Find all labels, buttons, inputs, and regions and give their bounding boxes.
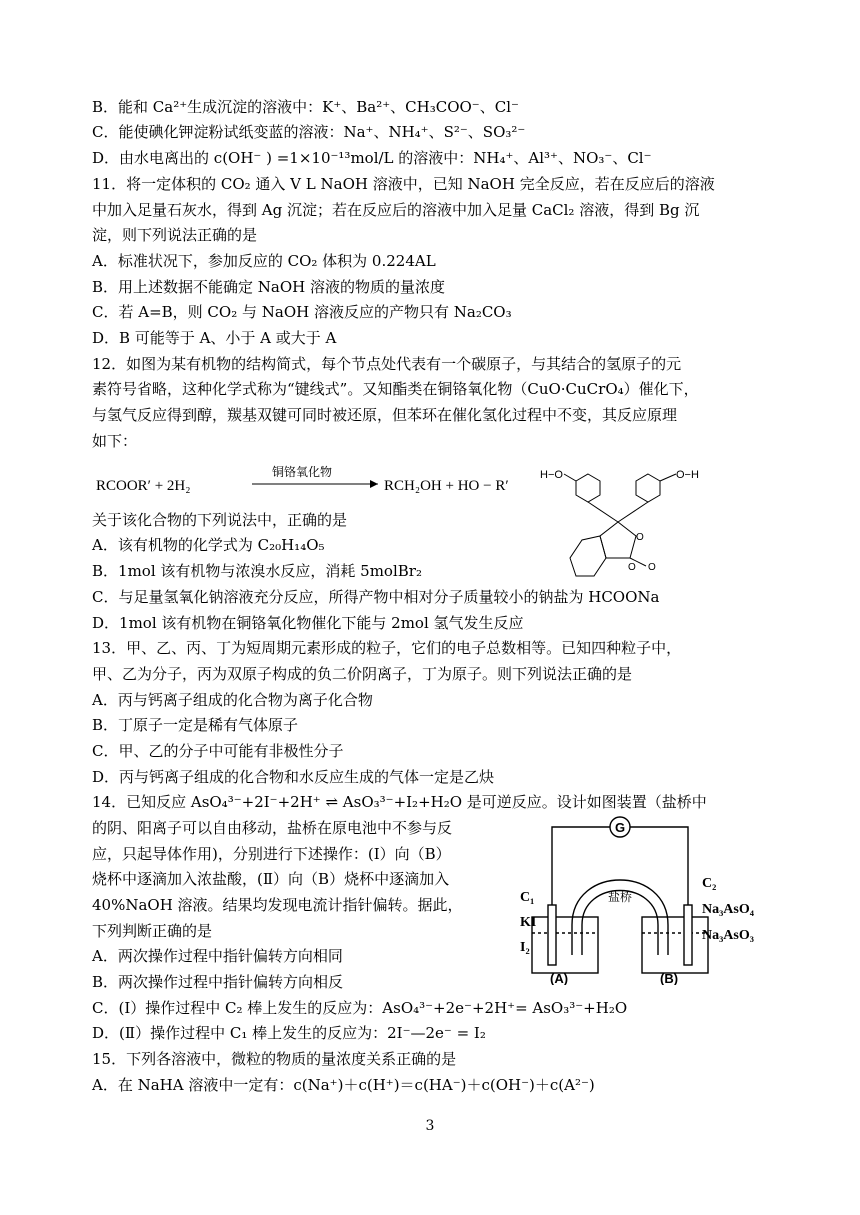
text-line-3: D．由水电离出的 c(OH⁻ ) =1×10⁻¹³mol/L 的溶液中：NH₄⁺、Al³⁺、NO₃⁻、Cl⁻ — [92, 149, 652, 167]
left-label-c1: C₁ — [520, 890, 535, 905]
text-line-20: 13．甲、乙、丙、丁为短周期元素形成的粒子，它们的电子总数相等。已知四种粒子中， — [92, 639, 682, 657]
text-line-31: 下列判断正确的是 — [92, 922, 213, 940]
text-line-28: 应，只起导体作用)，分别进行下述操作：(Ⅰ）向（B） — [92, 845, 451, 863]
left-ring-bond — [588, 502, 618, 522]
left-wire — [552, 827, 610, 925]
right-label-c2: C₂ — [702, 876, 717, 891]
molecule-structure — [536, 462, 746, 602]
text-line-27: 的阴、阳离子可以自由移动，盐桥在原电池中不参与反 — [92, 819, 453, 837]
text-line-9: C．若 A=B，则 CO₂ 与 NaOH 溶液反应的产物只有 Na₂CO₃ — [92, 303, 512, 321]
text-line-32: A．两次操作过程中指针偏转方向相同 — [92, 947, 343, 965]
text-line-24: C．甲、乙的分子中可能有非极性分子 — [92, 742, 344, 760]
text-line-13: 与氢气反应得到醇，羰基双键可同时被还原，但苯环在催化氢化过程中不变，其反应原理 — [92, 406, 678, 424]
text-line-18: C．与足量氢氧化钠溶液充分反应，所得产物中相对分子质量较小的钠盐为 HCOONa — [92, 588, 660, 606]
benzo-ring — [570, 536, 606, 576]
text-line-5: 中加入足量石灰水，得到 Ag 沉淀；若在反应后的溶液中加入足量 CaCl₂ 溶液，得到 Bg 沉 — [92, 201, 700, 219]
text-line-33: B．两次操作过程中指针偏转方向相反 — [92, 973, 344, 991]
right-wire — [630, 827, 688, 925]
left-oh-bond — [564, 474, 576, 481]
text-line-37: A．在 NaHA 溶液中一定有：c(Na⁺)＋c(H⁺)＝c(HA⁻)＋c(OH⁻)＋c(A²⁻) — [92, 1076, 595, 1094]
page-number: 3 — [425, 1118, 435, 1134]
text-line-35: D．(Ⅱ）操作过程中 C₁ 棒上发生的反应为：2I⁻—2e⁻ = I₂ — [92, 1024, 486, 1042]
text-line-34: C．(Ⅰ）操作过程中 C₂ 棒上发生的反应为：AsO₄³⁻+2e⁻+2H⁺= AsO₃³⁻+H₂O — [92, 999, 628, 1017]
text-line-23: B．丁原子一定是稀有气体原子 — [92, 716, 299, 734]
ring-oxygen-1: O — [636, 532, 644, 543]
text-line-6: 淀，则下列说法正确的是 — [92, 226, 258, 244]
text-line-10: D．B 可能等于 A、小于 A 或大于 A — [92, 329, 337, 347]
text-line-8: B．用上述数据不能确定 NaOH 溶液的物质的量浓度 — [92, 278, 446, 296]
right-label-na3aso3: Na₃AsO₃ — [702, 928, 754, 943]
text-line-15: 关于该化合物的下列说法中，正确的是 — [92, 511, 348, 529]
text-line-16: A．该有机物的化学式为 C₂₀H₁₄O₅ — [92, 536, 325, 554]
eqn-reactants: RCOOR′ + 2H₂ — [96, 478, 191, 494]
salt-bridge-label: 盐桥 — [608, 890, 633, 904]
eqn-products: RCH₂OH + HO − R′ — [384, 478, 509, 494]
left-oh-label: H−O — [540, 469, 563, 481]
lactone-ring — [600, 522, 636, 558]
text-line-11: 12．如图为某有机物的结构简式，每个节点处代表有一个碳原子，与其结合的氢原子的元 — [92, 355, 682, 373]
beaker-a-label: (A) — [550, 971, 569, 985]
beaker-a — [532, 917, 598, 973]
text-line-17: B．1mol 该有机物与浓溴水反应，消耗 5molBr₂ — [92, 562, 422, 580]
text-line-26: 14．已知反应 AsO₄³⁻+2I⁻+2H⁺ ⇌ AsO₃³⁻+I₂+H₂O 是可逆反应。设计如图装置（盐桥中 — [92, 793, 707, 811]
text-line-19: D．1mol 该有机物在铜铬氧化物催化下能与 2mol 氢气发生反应 — [92, 614, 524, 632]
text-line-4: 11．将一定体积的 CO₂ 通入 V L NaOH 溶液中，已知 NaOH 完全反应，若在反应后的溶液 — [92, 175, 715, 193]
left-phenol-ring — [576, 474, 600, 502]
beaker-b — [642, 917, 708, 973]
right-label-na3aso4: Na₃AsO₄ — [702, 902, 754, 917]
galvanometer-label: G — [615, 820, 626, 835]
left-label-i2: I₂ — [520, 940, 530, 955]
left-label-ki: KI — [520, 915, 537, 930]
right-ring-bond — [618, 502, 648, 522]
right-oh-bond — [660, 474, 676, 481]
reaction-equation — [92, 462, 512, 502]
text-line-30: 40%NaOH 溶液。结果均发现电流计指针偏转。据此， — [92, 896, 463, 914]
text-line-25: D．丙与钙离子组成的化合物和水反应生成的气体一定是乙炔 — [92, 768, 495, 786]
eqn-arrow-head — [370, 480, 378, 488]
text-line-21: 甲、乙为分子，丙为双原子构成的负二价阴离子，丁为原子。则下列说法正确的是 — [92, 665, 633, 683]
text-line-1: B．能和 Ca²⁺生成沉淀的溶液中：K⁺、Ba²⁺、CH₃COO⁻、Cl⁻ — [92, 98, 519, 116]
electrochemical-cell-diagram — [520, 805, 780, 985]
electrode-c2 — [684, 905, 692, 965]
electrode-c1 — [548, 905, 556, 965]
text-line-36: 15．下列各溶液中，微粒的物质的量浓度关系正确的是 — [92, 1050, 457, 1068]
text-line-14: 如下： — [92, 432, 138, 450]
eqn-catalyst: 铜铬氧化物 — [272, 465, 333, 479]
carbonyl-oxygen: O — [648, 562, 656, 573]
text-line-7: A．标准状况下，参加反应的 CO₂ 体积为 0.224AL — [92, 252, 436, 270]
text-line-29: 烧杯中逐滴加入浓盐酸，(Ⅱ）向（B）烧杯中逐滴加入 — [92, 870, 450, 888]
right-oh-label: O−H — [676, 469, 699, 481]
ring-oxygen-2: O — [628, 562, 636, 573]
text-line-2: C．能使碘化钾淀粉试纸变蓝的溶液：Na⁺、NH₄⁺、S²⁻、SO₃²⁻ — [92, 123, 526, 141]
text-line-12: 素符号省略，这种化学式称为“键线式”。又知酯类在铜铬氧化物（CuO·CuCrO₄）催化下， — [92, 380, 699, 398]
beaker-b-label: (B) — [660, 971, 679, 985]
text-line-22: A．丙与钙离子组成的化合物为离子化合物 — [92, 691, 373, 709]
right-phenol-ring — [636, 474, 660, 502]
